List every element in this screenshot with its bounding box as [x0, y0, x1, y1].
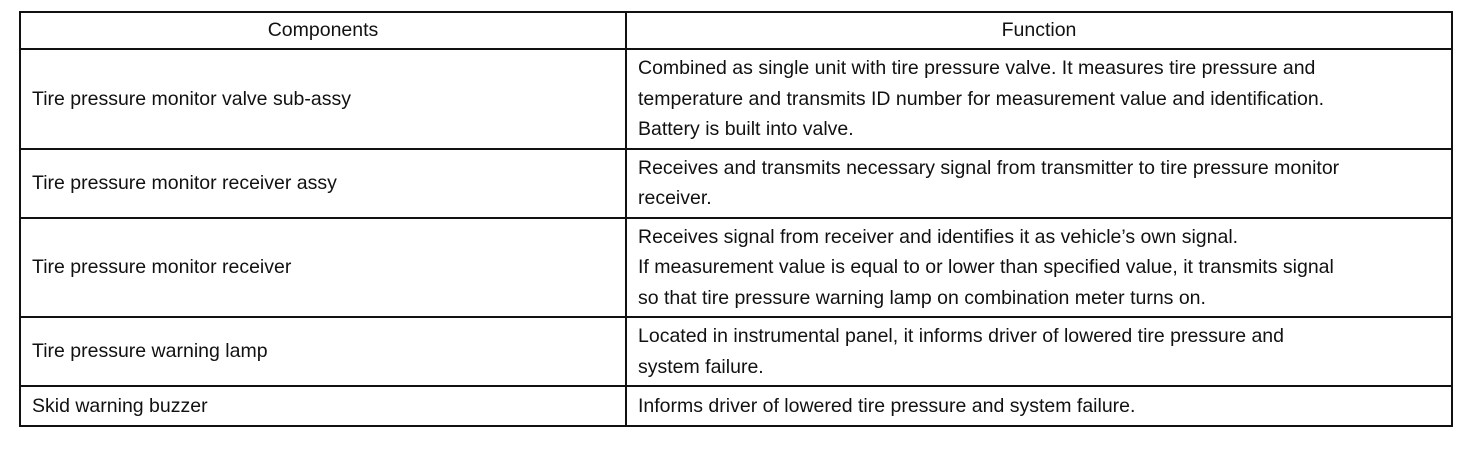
- function-cell: Combined as single unit with tire pressure valve. It measures tire pressure and temperature and transmits ID number for measurement value and identification. Battery is built into valve.: [626, 49, 1452, 149]
- function-cell: Informs driver of lowered tire pressure and system failure.: [626, 386, 1452, 426]
- function-cell: Receives signal from receiver and identifies it as vehicle’s own signal. If measurement value is equal to or lower than specified value, it transmits signal so that tire pressure warning lamp on combination meter turns on.: [626, 218, 1452, 318]
- column-header-function: Function: [626, 12, 1452, 49]
- component-cell: Tire pressure monitor receiver assy: [20, 149, 626, 218]
- component-cell: Skid warning buzzer: [20, 386, 626, 426]
- column-header-components: Components: [20, 12, 626, 49]
- component-cell: Tire pressure monitor receiver: [20, 218, 626, 318]
- table-row: [20, 149, 1452, 218]
- component-cell: Tire pressure warning lamp: [20, 317, 626, 386]
- component-cell: Tire pressure monitor valve sub-assy: [20, 49, 626, 149]
- table-row: [20, 218, 1452, 318]
- function-cell: Located in instrumental panel, it informs driver of lowered tire pressure and system failure.: [626, 317, 1452, 386]
- components-function-table: [19, 11, 1453, 427]
- table-header-row: [20, 12, 1452, 49]
- table-row: [20, 386, 1452, 426]
- function-cell: Receives and transmits necessary signal from transmitter to tire pressure monitor receiver.: [626, 149, 1452, 218]
- table-row: [20, 49, 1452, 149]
- table-row: [20, 317, 1452, 386]
